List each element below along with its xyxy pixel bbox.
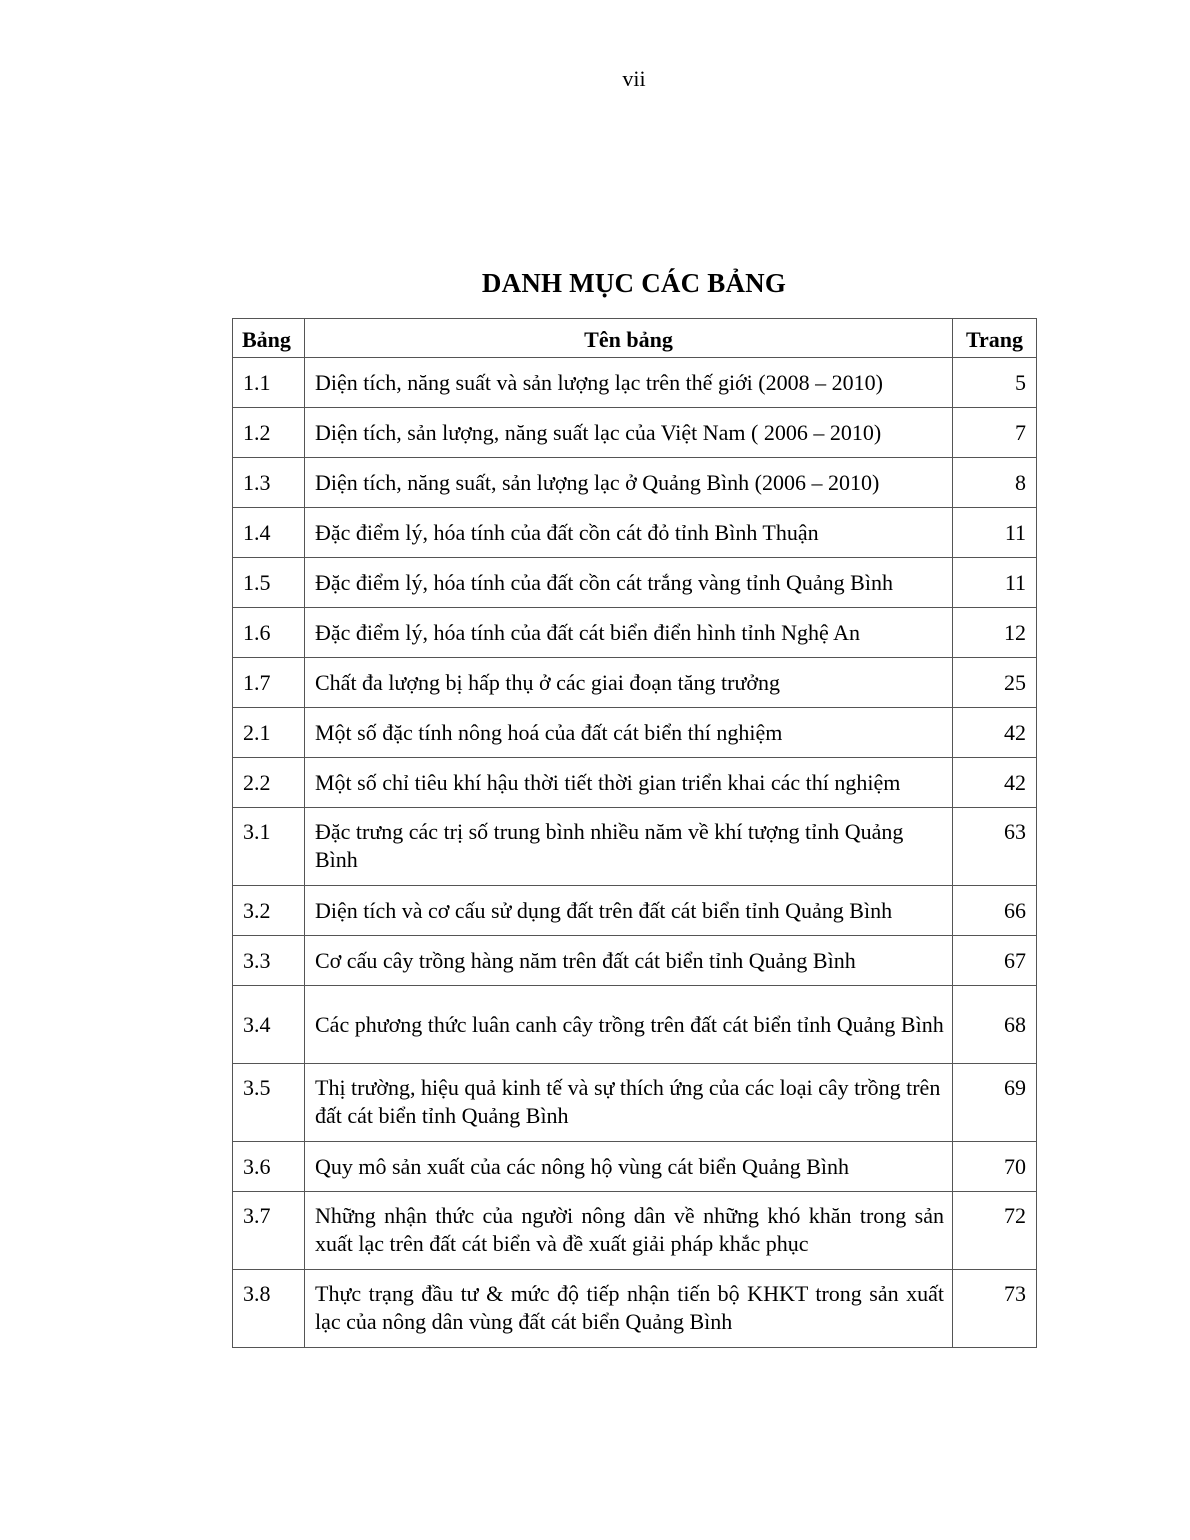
- row-page: 66: [953, 886, 1037, 936]
- row-number: 2.1: [233, 708, 305, 758]
- table-row: [233, 1192, 1037, 1270]
- table-header-row: [233, 319, 1037, 358]
- row-page: 12: [953, 608, 1037, 658]
- row-name: Đặc điểm lý, hóa tính của đất cồn cát đỏ tỉnh Bình Thuận: [305, 508, 953, 558]
- table-row: [233, 458, 1037, 508]
- row-page: 68: [953, 986, 1037, 1064]
- row-number: 1.7: [233, 658, 305, 708]
- row-name: Các phương thức luân canh cây trồng trên đất cát biển tỉnh Quảng Bình: [305, 986, 953, 1064]
- row-number: 3.7: [233, 1192, 305, 1270]
- header-page: Trang: [953, 319, 1037, 358]
- header-number: Bảng: [233, 319, 305, 358]
- row-name: Cơ cấu cây trồng hàng năm trên đất cát biển tỉnh Quảng Bình: [305, 936, 953, 986]
- table-row: [233, 758, 1037, 808]
- table-row: [233, 1270, 1037, 1348]
- page-number: vii: [622, 66, 646, 91]
- row-name: Thực trạng đầu tư & mức độ tiếp nhận tiến bộ KHKT trong sản xuất lạc của nông dân vùng đất cát biển Quảng Bình: [305, 1270, 953, 1348]
- row-page: 11: [953, 558, 1037, 608]
- table-row: [233, 936, 1037, 986]
- table-of-tables: [232, 318, 1037, 1348]
- row-page: 69: [953, 1064, 1037, 1142]
- row-number: 1.2: [233, 408, 305, 458]
- row-number: 3.2: [233, 886, 305, 936]
- row-page: 72: [953, 1192, 1037, 1270]
- row-number: 1.6: [233, 608, 305, 658]
- row-name: Một số đặc tính nông hoá của đất cát biển thí nghiệm: [305, 708, 953, 758]
- row-number: 1.4: [233, 508, 305, 558]
- row-number: 3.1: [233, 808, 305, 886]
- table-row: [233, 986, 1037, 1064]
- row-name: Đặc điểm lý, hóa tính của đất cát biển điển hình tỉnh Nghệ An: [305, 608, 953, 658]
- row-number: 3.5: [233, 1064, 305, 1142]
- header-name: Tên bảng: [305, 319, 953, 358]
- page-title: DANH MỤC CÁC BẢNG: [481, 268, 787, 298]
- row-number: 2.2: [233, 758, 305, 808]
- table-row: [233, 1142, 1037, 1192]
- row-page: 25: [953, 658, 1037, 708]
- table-row: [233, 808, 1037, 886]
- row-name: Đặc trưng các trị số trung bình nhiều năm về khí tượng tỉnh Quảng Bình: [305, 808, 953, 886]
- row-page: 63: [953, 808, 1037, 886]
- row-name: Diện tích và cơ cấu sử dụng đất trên đất cát biển tỉnh Quảng Bình: [305, 886, 953, 936]
- row-page: 42: [953, 708, 1037, 758]
- row-page: 11: [953, 508, 1037, 558]
- row-page: 5: [953, 358, 1037, 408]
- table-row: [233, 408, 1037, 458]
- row-page: 73: [953, 1270, 1037, 1348]
- row-number: 3.8: [233, 1270, 305, 1348]
- table-row: [233, 358, 1037, 408]
- row-name: Thị trường, hiệu quả kinh tế và sự thích ứng của các loại cây trồng trên đất cát biển tỉnh Quảng Bình: [305, 1064, 953, 1142]
- table-row: [233, 608, 1037, 658]
- row-page: 8: [953, 458, 1037, 508]
- row-number: 3.3: [233, 936, 305, 986]
- table-row: [233, 1064, 1037, 1142]
- row-page: 7: [953, 408, 1037, 458]
- row-number: 1.5: [233, 558, 305, 608]
- row-name: Những nhận thức của người nông dân về những khó khăn trong sản xuất lạc trên đất cát biển và đề xuất giải pháp khắc phục: [305, 1192, 953, 1270]
- table-row: [233, 658, 1037, 708]
- table-row: [233, 558, 1037, 608]
- row-name: Chất đa lượng bị hấp thụ ở các giai đoạn tăng trưởng: [305, 658, 953, 708]
- row-page: 42: [953, 758, 1037, 808]
- row-name: Một số chỉ tiêu khí hậu thời tiết thời gian triển khai các thí nghiệm: [305, 758, 953, 808]
- row-name: Diện tích, năng suất và sản lượng lạc trên thế giới (2008 – 2010): [305, 358, 953, 408]
- row-number: 3.6: [233, 1142, 305, 1192]
- row-page: 67: [953, 936, 1037, 986]
- row-number: 1.1: [233, 358, 305, 408]
- row-number: 3.4: [233, 986, 305, 1064]
- table-row: [233, 886, 1037, 936]
- row-name: Quy mô sản xuất của các nông hộ vùng cát biển Quảng Bình: [305, 1142, 953, 1192]
- row-name: Diện tích, năng suất, sản lượng lạc ở Quảng Bình (2006 – 2010): [305, 458, 953, 508]
- row-name: Diện tích, sản lượng, năng suất lạc của Việt Nam ( 2006 – 2010): [305, 408, 953, 458]
- row-number: 1.3: [233, 458, 305, 508]
- table-row: [233, 708, 1037, 758]
- row-page: 70: [953, 1142, 1037, 1192]
- table-row: [233, 508, 1037, 558]
- row-name: Đặc điểm lý, hóa tính của đất cồn cát trắng vàng tỉnh Quảng Bình: [305, 558, 953, 608]
